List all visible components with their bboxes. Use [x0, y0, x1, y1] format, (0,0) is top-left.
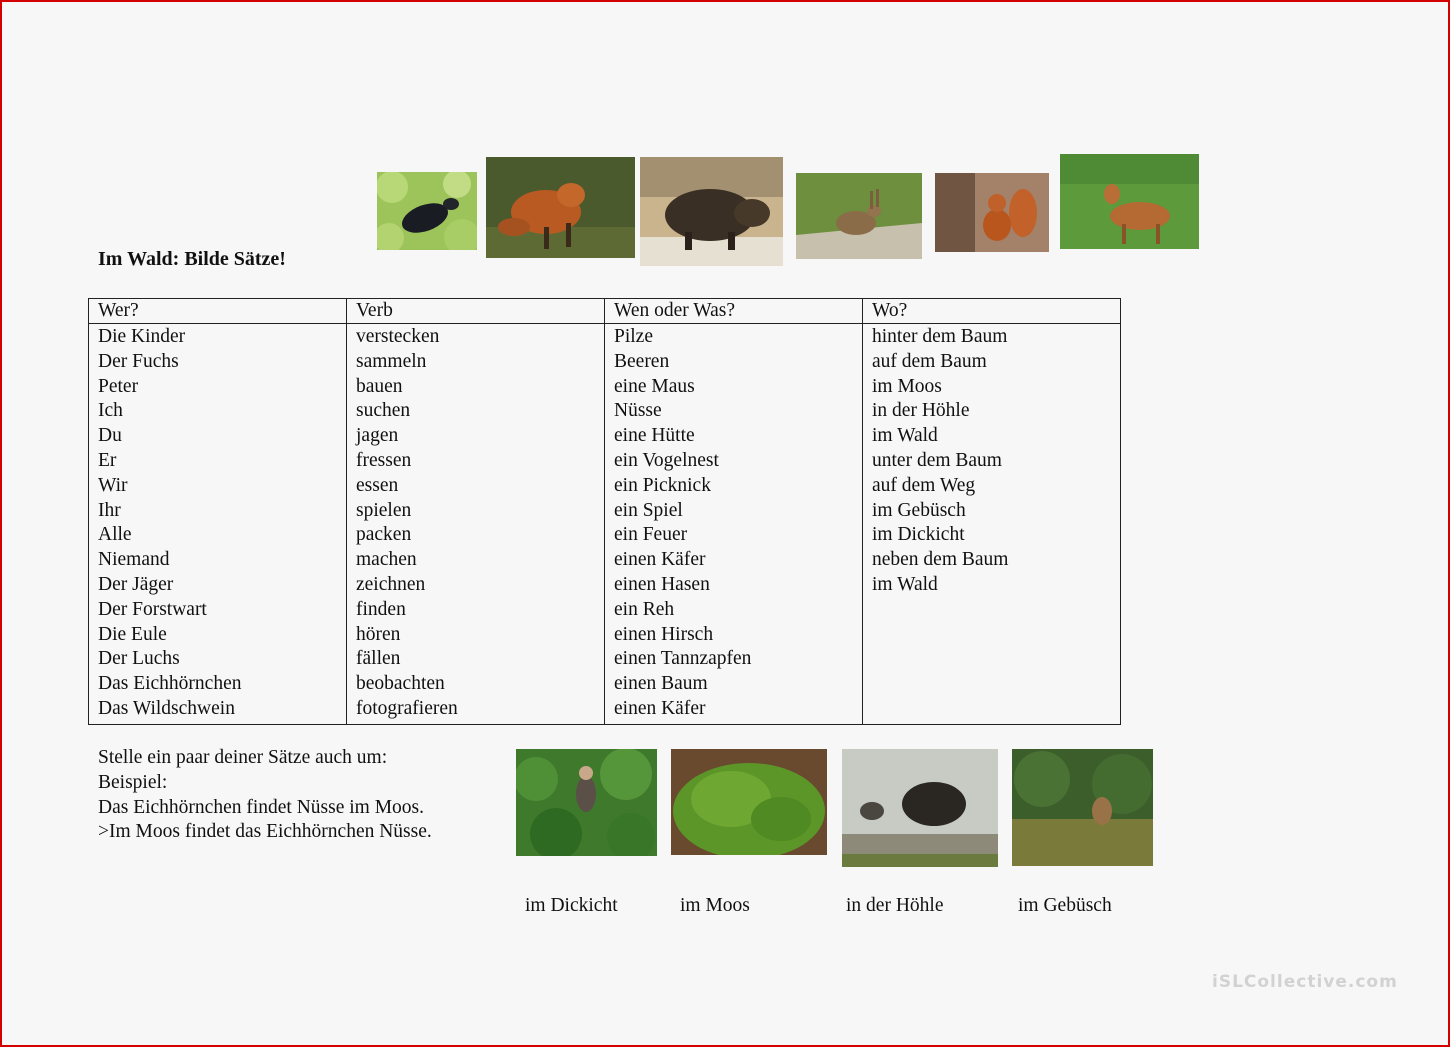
instruction-line: Beispiel:: [98, 771, 168, 793]
table-cell: Wir: [98, 474, 128, 496]
table-cell: Das Eichhörnchen: [98, 673, 242, 695]
header-wen-oder-was: Wen oder Was?: [605, 299, 863, 324]
sentence-building-table: [88, 298, 1121, 725]
table-cell: fotografieren: [356, 697, 458, 719]
caption-gebuesch: im Gebüsch: [1018, 895, 1112, 916]
table-cell: einen Hirsch: [614, 623, 714, 645]
table-cell: Ich: [98, 400, 123, 422]
table-cell: fällen: [356, 648, 401, 670]
table-cell: Nüsse: [614, 400, 662, 422]
table-cell: jagen: [356, 425, 399, 447]
table-cell: ein Picknick: [614, 474, 711, 496]
column-wen-oder-was: [605, 324, 863, 725]
table-cell: zeichnen: [356, 573, 426, 595]
column-wer: [89, 324, 347, 725]
table-cell: ein Spiel: [614, 499, 683, 521]
table-cell: auf dem Baum: [872, 350, 987, 372]
instruction-line: >Im Moos findet das Eichhörnchen Nüsse.: [98, 821, 432, 843]
table-cell: neben dem Baum: [872, 549, 1009, 571]
table-cell: ein Vogelnest: [614, 449, 719, 471]
table-cell: im Wald: [872, 425, 938, 447]
table-cell: verstecken: [356, 326, 440, 347]
table-cell: einen Tannzapfen: [614, 648, 752, 670]
table-cell: spielen: [356, 499, 412, 521]
table-cell: finden: [356, 598, 406, 620]
table-cell: einen Käfer: [614, 549, 706, 571]
beetle-photo: [377, 172, 477, 250]
table-cell: ein Feuer: [614, 524, 688, 546]
table-cell: auf dem Weg: [872, 474, 976, 496]
deer-photo: [1060, 154, 1199, 249]
table-cell: Der Forstwart: [98, 598, 207, 620]
hare-photo: [796, 173, 922, 259]
table-cell: Peter: [98, 375, 139, 397]
table-cell: Pilze: [614, 326, 653, 347]
table-cell: Ihr: [98, 499, 121, 521]
header-wer: Wer?: [89, 299, 347, 324]
table-cell: hören: [356, 623, 401, 645]
instructions: [98, 746, 432, 845]
fox-photo: [486, 157, 635, 258]
table-cell: Der Luchs: [98, 648, 180, 670]
table-cell: Der Fuchs: [98, 350, 179, 372]
table-cell: sammeln: [356, 350, 427, 372]
worksheet-title: Im Wald: Bilde Sätze!: [98, 248, 286, 270]
column-wo: [863, 324, 1121, 725]
table-cell: Beeren: [614, 350, 670, 372]
table-cell: machen: [356, 549, 417, 571]
boar-photo: [640, 157, 783, 266]
cave-photo: [842, 749, 998, 867]
instruction-line: Stelle ein paar deiner Sätze auch um:: [98, 747, 388, 768]
table-cell: unter dem Baum: [872, 449, 1002, 471]
squirrel-photo: [935, 173, 1049, 252]
table-cell: ein Reh: [614, 598, 675, 620]
moss-photo: [671, 749, 827, 855]
table-header-row: [89, 299, 1121, 324]
table-cell: beobachten: [356, 673, 445, 695]
table-cell: bauen: [356, 375, 403, 397]
table-cell: im Dickicht: [872, 524, 965, 546]
table-cell: Alle: [98, 524, 132, 546]
table-cell: Der Jäger: [98, 573, 174, 595]
table-cell: fressen: [356, 449, 412, 471]
header-verb: Verb: [347, 299, 605, 324]
caption-dickicht: im Dickicht: [525, 895, 618, 916]
table-cell: hinter dem Baum: [872, 326, 1008, 347]
table-cell: Du: [98, 425, 122, 447]
table-body-row: [89, 324, 1121, 725]
table-cell: Die Eule: [98, 623, 167, 645]
bushes-photo: [1012, 749, 1153, 866]
caption-moos: im Moos: [680, 895, 750, 916]
thicket-photo: [516, 749, 657, 856]
table-cell: im Moos: [872, 375, 942, 397]
table-cell: essen: [356, 474, 399, 496]
instruction-line: Das Eichhörnchen findet Nüsse im Moos.: [98, 796, 425, 818]
table-cell: einen Baum: [614, 673, 708, 695]
watermark-logo: iSLCollective.com: [1212, 972, 1398, 992]
header-wo: Wo?: [863, 299, 1121, 324]
table-cell: Die Kinder: [98, 326, 186, 347]
table-cell: eine Hütte: [614, 425, 695, 447]
column-verb: [347, 324, 605, 725]
table-cell: Er: [98, 449, 117, 471]
table-cell: Niemand: [98, 549, 170, 571]
table-cell: suchen: [356, 400, 411, 422]
caption-hoehle: in der Höhle: [846, 895, 944, 916]
table-cell: eine Maus: [614, 375, 695, 397]
table-cell: packen: [356, 524, 412, 546]
table-cell: im Gebüsch: [872, 499, 966, 521]
table-cell: in der Höhle: [872, 400, 970, 422]
table-cell: Das Wildschwein: [98, 697, 235, 719]
table-cell: einen Hasen: [614, 573, 710, 595]
table-cell: einen Käfer: [614, 697, 706, 719]
table-cell: im Wald: [872, 573, 938, 595]
